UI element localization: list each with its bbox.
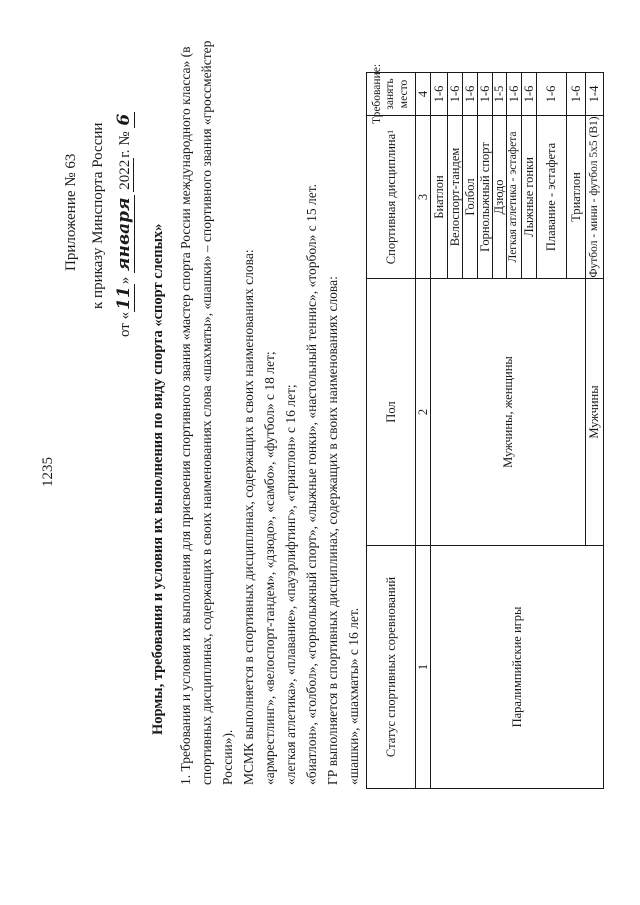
order-date-line [114,112,134,337]
place-cell: 1-6 [447,72,463,116]
paragraph-line-8: ГР выполняется в спортивных дисциплинах, содержащих в своих наименованиях слова: [325,276,340,785]
colnum-4: 4 [415,72,431,116]
order-label: к приказу Минспорта России [90,122,106,309]
date-day: 11 [114,286,134,310]
sex-group-men-women: Мужчины, женщины [430,278,586,546]
table-row: Футбол - мини - футбол 5х5 (В1) [585,115,604,279]
paragraph-line-7: «биатлон», «голбол», «горнолыжный спорт», «лыжные гонки», «настольный теннис», «торбол» с 15 лет. [304,183,319,785]
header-sex: Пол [366,278,416,546]
place-cell: 1-6 [536,72,567,116]
colnum-3: 3 [415,115,431,279]
document-title: Нормы, требования и условия их выполнения по виду спорта «спорт слепых» [150,223,166,735]
table-row: Плавание - эстафета [536,115,567,279]
sex-group-men: Мужчины [585,278,604,546]
table-row: Голбол [462,115,478,279]
date-month: января [114,197,134,271]
page-number: 1235 [40,457,56,487]
place-cell: 1-6 [506,72,522,116]
table-row: Биатлон [430,115,448,279]
place-cell: 1-6 [462,72,478,116]
paragraph-line-1: 1. Требования и условия их выполнения для присвоения спортивного звания «мастер спорта России международного класса» (в [178,46,193,785]
colnum-1: 1 [415,545,431,789]
place-cell: 1-6 [566,72,586,116]
date-suffix: г. № [117,131,133,158]
paragraph-line-5: «армрестлинг», «велоспорт-тандем», «дзюдо», «самбо», «футбол» с 18 лет; [262,351,277,785]
paragraph-line-2: спортивных дисциплинах, содержащих в своих наименованиях слова «шахматы», «шашки» – спортивного звания «гроссмейстер [199,40,214,785]
place-cell: 1-6 [477,72,493,116]
footnote-mark: 1 [386,129,396,134]
paragraph-line-6: «легкая атлетика», «плавание», «пауэрлифтинг», «триатлон» с 16 лет; [283,384,298,785]
colnum-2: 2 [415,278,431,546]
place-cell: 1-6 [430,72,448,116]
header-status: Статус спортивных соревнований [366,545,416,789]
place-cell: 1-5 [492,72,507,116]
place-cell: 1-6 [521,72,537,116]
header-discipline-text: Спортивная дисциплина [383,133,398,265]
paragraph-line-4: МСМК выполняется в спортивных дисциплинах, содержащих в своих наименованиях слова: [241,249,256,785]
date-mid: » [117,276,133,285]
table-row: Лыжные гонки [521,115,537,279]
place-cell: 1-4 [585,72,604,116]
table-row: Триатлон [566,115,586,279]
table-row: Велоспорт-тандем [447,115,463,279]
paragraph-line-9: «шашки», «шахматы» с 16 лет. [346,607,361,785]
date-year: 2022 [117,159,133,190]
header-discipline [366,115,416,279]
status-value: Паралимпийские игры [430,545,604,789]
order-number: 6 [114,113,134,126]
table-row: Дзюдо [492,115,507,279]
header-requirement: Требование: занять место [366,72,416,116]
appendix-label: Приложение № 63 [63,153,79,271]
paragraph-line-3: России»). [220,729,235,785]
table-row: Горнолыжный спорт [477,115,493,279]
table-row: Легкая атлетика - эстафета [506,115,522,279]
date-prefix: от « [117,311,133,337]
